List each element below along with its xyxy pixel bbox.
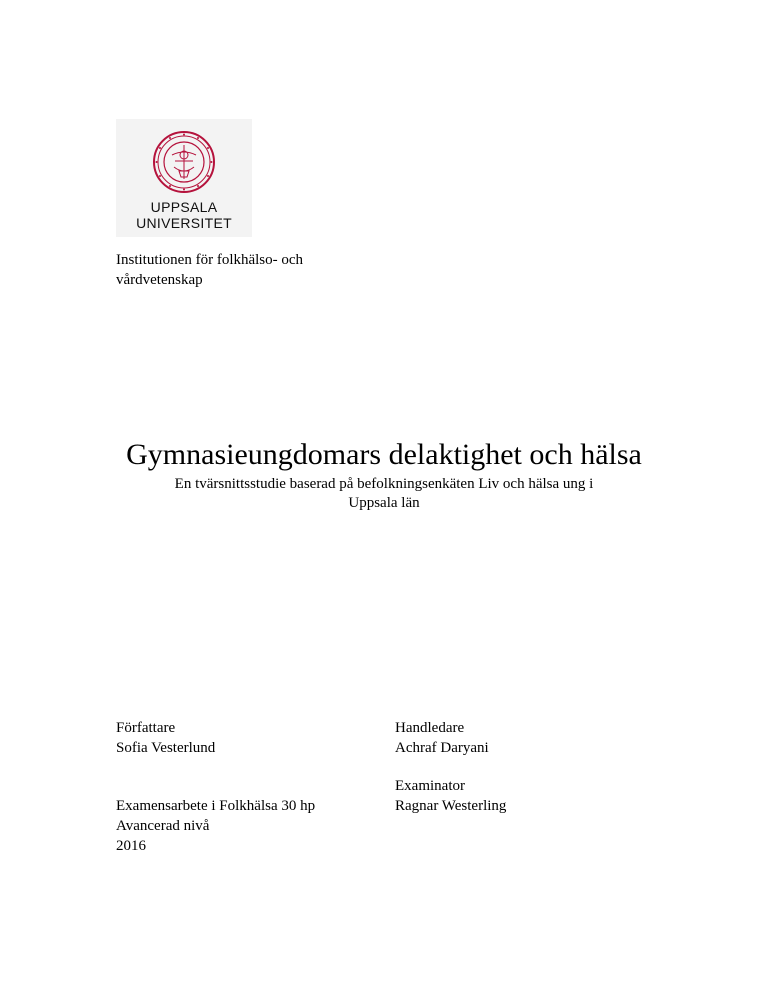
- supervisor-label: Handledare: [395, 720, 465, 736]
- author-label: Författare: [116, 720, 176, 736]
- subtitle-line-2: Uppsala län: [348, 495, 420, 511]
- institution-line-1: Institutionen för folkhälso- och: [116, 252, 304, 268]
- examiner-name: Ragnar Westerling: [395, 798, 507, 814]
- subtitle-line-1: En tvärsnittsstudie baserad på befolkningsenkäten Liv och hälsa ung i: [174, 476, 594, 492]
- examiner-label: Examinator: [395, 778, 465, 794]
- examiner-block: [395, 776, 506, 816]
- logo-line-2: UNIVERSITET: [136, 215, 232, 231]
- author-name: Sofia Vesterlund: [116, 740, 216, 756]
- university-logo: [116, 119, 252, 237]
- supervisor-name: Achraf Daryani: [395, 740, 489, 756]
- author-block: [116, 718, 215, 758]
- year-info: 2016: [116, 838, 146, 854]
- course-info: Examensarbete i Folkhälsa 30 hp: [116, 798, 316, 814]
- institution-line-2: vårdvetenskap: [116, 272, 203, 288]
- university-seal-icon: [153, 131, 215, 193]
- thesis-info-block: [116, 796, 315, 856]
- logo-line-1: UPPSALA: [150, 199, 218, 215]
- level-info: Avancerad nivå: [116, 818, 210, 834]
- supervisor-block: [395, 718, 489, 758]
- thesis-title: Gymnasieungdomars delaktighet och hälsa: [126, 438, 642, 471]
- institution-name: [116, 250, 376, 290]
- thesis-subtitle: [124, 475, 644, 513]
